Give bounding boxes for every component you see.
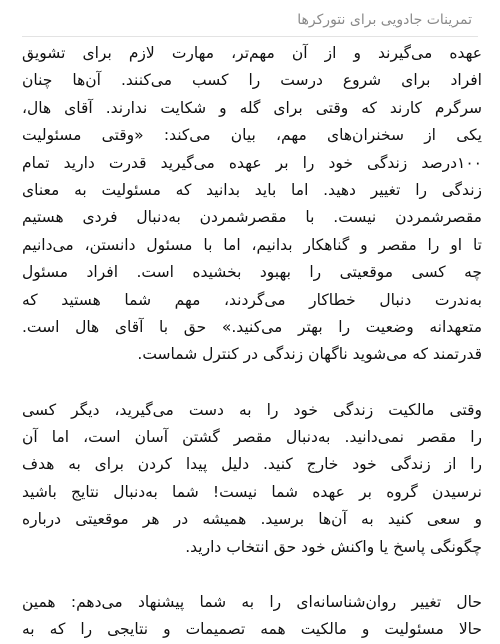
text-line: به‌ندرت دنبال خطاکار می‌گردند، مهم شما هستید که	[22, 290, 482, 309]
text-line: چه کسی موقعیتی را بهبود بخشیده است. افراد مسئول	[22, 263, 482, 282]
paragraph-gap	[22, 369, 482, 397]
text-line: نرسیدن گروه بر عهده شما نیست! شما به‌دنبال نتایج باشید	[22, 482, 482, 501]
text-line: متعهدانه وضعیت را بهتر می‌کنید.» حق با آقای هال است.	[22, 317, 482, 336]
body-text	[22, 40, 482, 644]
text-line: حال تغییر روان‌شناسانه‌ای را به شما پیشنهاد می‌دهم: همین	[22, 593, 482, 612]
text-line: حالا مسئولیت و مالکیت همه تصمیمات و نتایجی را که به	[22, 620, 482, 639]
text-line: و سعی کنید به آن‌ها برسید. همیشه در هر موقعیتی درباره	[22, 510, 482, 529]
header-divider	[22, 36, 478, 37]
text-line: وقتی مالکیت زندگی خود را به دست می‌گیرید، دیگر کسی	[22, 400, 482, 419]
text-line: را مقصر نمی‌دانید. به‌دنبال مقصر گشتن آسان است، اما آن	[22, 428, 482, 447]
paragraph-3	[22, 589, 482, 644]
text-line: تا او را مقصر و گناهکار بدانیم، اما با مسئول دانستن، می‌دانیم	[22, 235, 482, 254]
text-line: یکی از سخنران‌های مهم، بیان می‌کند: «وقتی مسئولیت	[22, 126, 482, 145]
paragraph-2	[22, 397, 482, 561]
running-header: تمرینات جادویی برای نتورکرها	[297, 12, 472, 28]
text-line: ۱۰۰درصد زندگی خود را بر عهده می‌گیرید قدرت دارید تمام	[22, 153, 482, 172]
text-line: چگونگی پاسخ یا واکنش خود حق انتخاب دارید.	[185, 537, 482, 556]
text-line: افراد برای شروع درست را کسب می‌کنند. آن‌ها چنان	[22, 71, 482, 90]
text-line: عهده می‌گیرند و از آن مهم‌تر، مهارت لازم برای تشویق	[22, 44, 482, 62]
text-line: مقصرشمردن نیست. با مقصرشمردن به‌دنبال فردی هستیم	[22, 208, 482, 227]
text-line: را از زندگی خود خارج کنید. دلیل پیدا کردن برای به هدف	[22, 455, 482, 474]
text-line: قدرتمند که می‌شوید ناگهان زندگی در کنترل شماست.	[137, 345, 482, 364]
text-line: سرگرم کارند که وقتی برای گله و شکایت ندارند. آقای هال،	[22, 98, 482, 117]
paragraph-1	[22, 40, 482, 369]
text-line: زندگی را تغییر دهید. اما باید بدانید که مسئولیت به معنای	[22, 180, 482, 199]
paragraph-gap	[22, 561, 482, 589]
